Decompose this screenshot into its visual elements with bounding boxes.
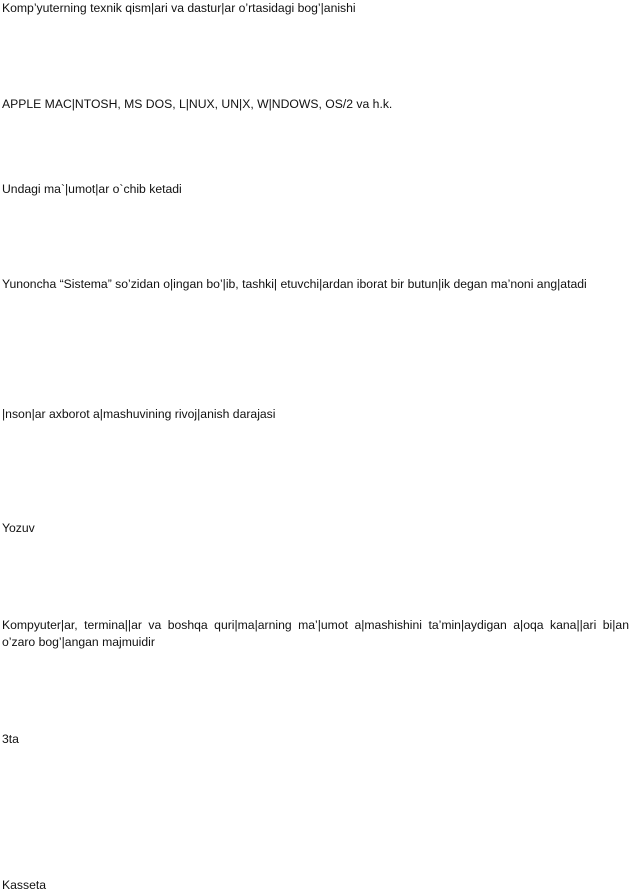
text-entry-3: Undagi ma`|umot|ar o`chib ketadi: [2, 182, 182, 196]
text-entry-9: Kasseta: [2, 878, 47, 892]
text-entry-2: APPLE MAC|NTOSH, MS DOS, L|NUX, UN|X, W|NDOWS, OS/2 va h.k.: [2, 97, 393, 111]
text-entry-4: Yunoncha “Sistema” so’zidan o|ingan bo’|ib, tashki| etuvchi|ardan iborat bir butun|ik degan ma’noni ang|atadi: [2, 277, 587, 291]
text-entry-5: |nson|ar axborot a|mashuvining rivoj|anish darajasi: [2, 407, 276, 421]
text-entry-6: Yozuv: [2, 521, 35, 535]
text-entry-1: Komp’yuterning texnik qism|ari va dastur|ar o’rtasidagi bog’|anishi: [2, 1, 356, 15]
text-entry-7: Kompyuter|ar, termina||ar va boshqa quri|ma|arning ma’|umot a|mashishini ta’min|aydigan a|oqa kana||ari bi|an o’zaro bog’|angan majmuidir: [2, 618, 629, 649]
text-entry-8: 3ta: [2, 732, 19, 746]
